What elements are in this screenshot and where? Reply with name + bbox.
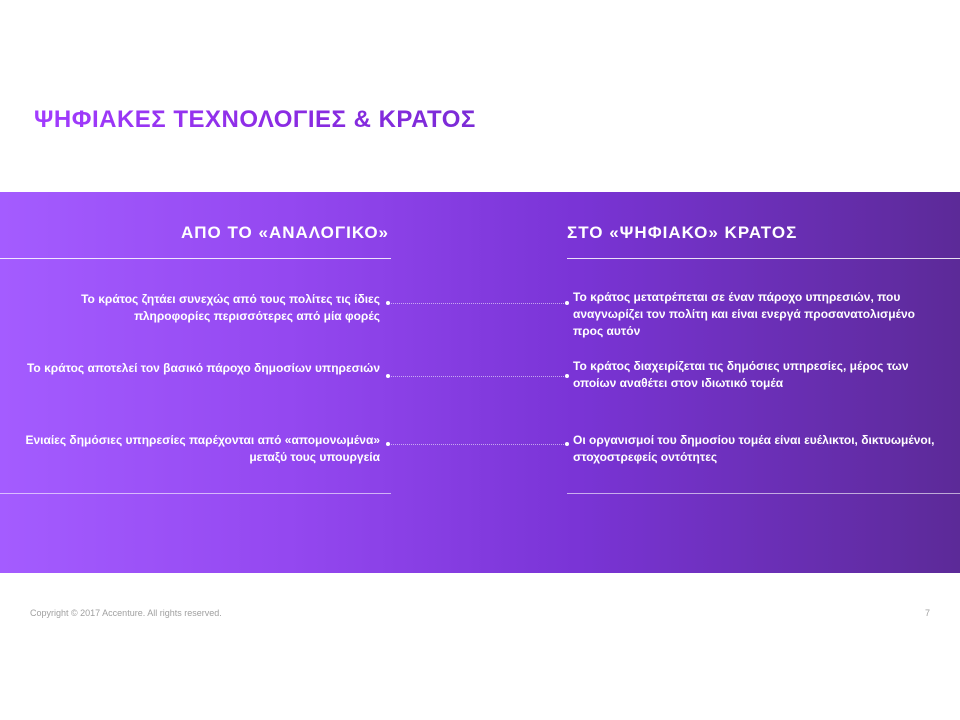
right-row-3-dot — [565, 442, 569, 446]
slide-title: ΨΗΦΙΑΚΕΣ ΤΕΧΝΟΛΟΓΙΕΣ & ΚΡΑΤΟΣ — [34, 106, 476, 133]
right-row-1-text: Το κράτος μετατρέπεται σε έναν πάροχο υπηρεσιών, που αναγνωρίζει τον πολίτη και είναι ενεργά προσανατολισμένο προς αυτόν — [573, 290, 915, 338]
left-column-header: ΑΠΟ ΤΟ «ΑΝΑΛΟΓΙΚΟ» — [180, 223, 389, 242]
copyright-footer: Copyright © 2017 Accenture. All rights reserved. — [30, 608, 222, 618]
left-row-1-text: Το κράτος ζητάει συνεχώς από τους πολίτες τις ίδιες πληροφορίες περισσότερες από μία φορές — [81, 292, 380, 323]
comparison-band — [0, 192, 960, 573]
left-header-divider — [0, 258, 391, 259]
right-row-2-text: Το κράτος διαχειρίζεται τις δημόσιες υπηρεσίες, μέρος των οποίων αναθέτει στον ιδιωτικό τομέα — [573, 359, 909, 390]
left-row-3-text: Ενιαίες δημόσιες υπηρεσίες παρέχονται από «απομονωμένα» μεταξύ τους υπουργεία — [25, 433, 380, 464]
right-header-divider — [567, 258, 960, 259]
row-1-connector — [387, 303, 568, 304]
left-row-2-text: Το κράτος αποτελεί τον βασικό πάροχο δημοσίων υπηρεσιών — [26, 361, 380, 375]
right-row-3-text: Οι οργανισμοί του δημοσίου τομέα είναι ευέλικτοι, δικτυωμένοι, στοχοστρεφείς οντότητες — [573, 433, 935, 464]
left-bottom-divider — [0, 493, 391, 494]
row-2-connector — [387, 376, 568, 377]
right-row-1-dot — [565, 301, 569, 305]
right-row-2-dot — [565, 374, 569, 378]
right-column-header: ΣΤΟ «ΨΗΦΙΑΚΟ» ΚΡΑΤΟΣ — [567, 223, 798, 242]
right-bottom-divider — [567, 493, 960, 494]
row-3-connector — [387, 444, 568, 445]
page-number: 7 — [924, 608, 930, 618]
